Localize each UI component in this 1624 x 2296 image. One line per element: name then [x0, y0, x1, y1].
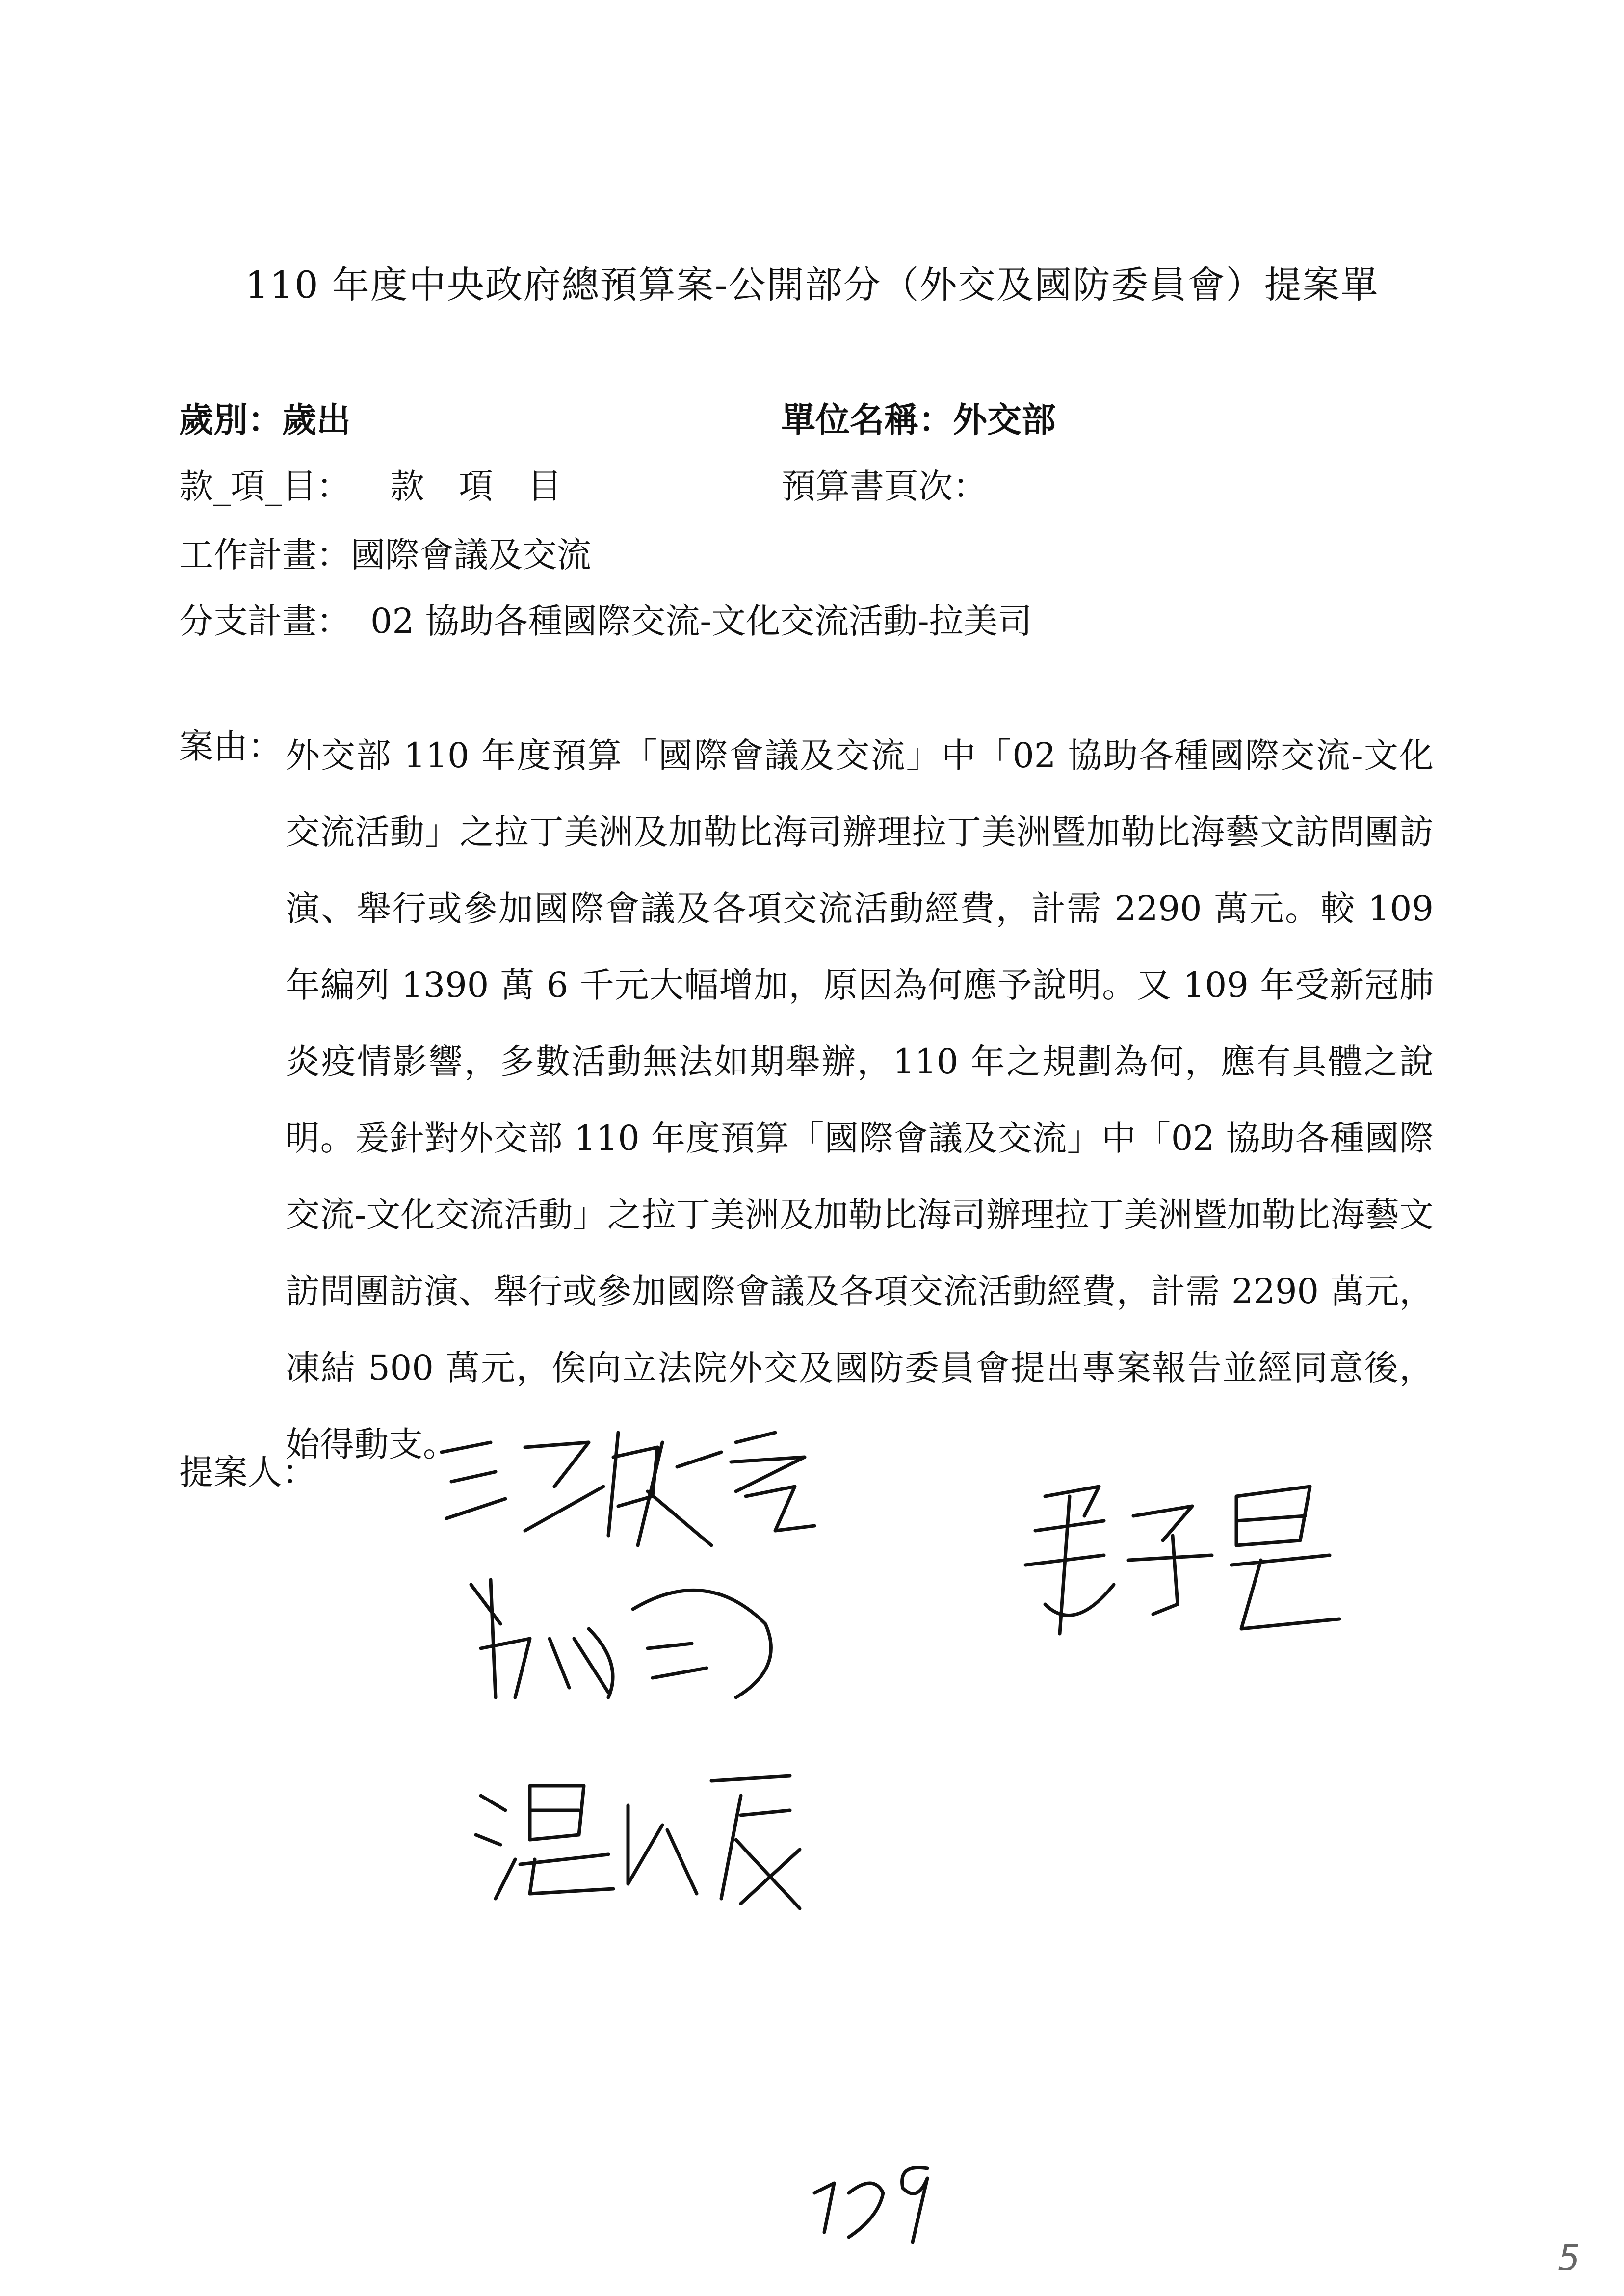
unit-label: 單位名稱： [781, 399, 953, 440]
budget-page-field [781, 459, 987, 508]
item-field [179, 459, 562, 508]
work-plan-value: 國際會議及交流 [351, 535, 591, 575]
signature-4 [1016, 1467, 1349, 1644]
sub-plan-field [179, 594, 1032, 643]
work-plan-label: 工作計畫： [179, 535, 351, 575]
proposer-label: 提案人： [179, 1452, 316, 1492]
sub-plan-label: 分支計畫： [179, 601, 351, 641]
reason-label: 案由： [179, 726, 282, 766]
category-label: 歲別： [179, 399, 282, 440]
handwritten-page-number [805, 2149, 952, 2247]
unit-value: 外交部 [953, 399, 1056, 440]
item-label: 款_項_目： [179, 466, 351, 506]
page-number-drawing [805, 2149, 952, 2247]
unit-field [781, 392, 1056, 442]
category-field [179, 392, 351, 442]
signature-1 [432, 1413, 824, 1570]
category-value: 歲出 [282, 399, 351, 440]
sub-plan-value: 02 協助各種國際交流-文化交流活動-拉美司 [370, 601, 1032, 641]
budget-page-label: 預算書頁次： [781, 466, 987, 506]
item-value: 款 項 目 [390, 466, 562, 506]
corner-mark: 5 [1558, 2237, 1580, 2278]
signature-3 [466, 1766, 810, 1913]
signature-2 [461, 1570, 795, 1712]
page-title: 110 年度中央政府總預算案-公開部分（外交及國防委員會）提案單 [245, 263, 1379, 307]
reason-text: 外交部 110 年度預算「國際會議及交流」中「02 協助各種國際交流-文化交流活動」之拉丁美洲及加勒比海司辦理拉丁美洲暨加勒比海藝文訪問團訪演、舉行或參加國際會議及各項交流活動經費，計需 2290 萬元。較 109 年編列 1390 萬 6 千元大幅增加，原因為何應予說明。又 109 年受新冠肺炎疫情影響，多數活動無法如期舉辦，110 年之規劃為何，應有具體之說明。爰針對外交部 110 年度預算「國際會議及交流」中「02 協助各種國際交流-文化交流活動」之拉丁美洲及加勒比海司辦理拉丁美洲暨加勒比海藝文訪問團訪演、舉行或參加國際會議及各項交流活動經費，計需 2290 萬元，凍結 500 萬元，俟向立法院外交及國防委員會提出專案報告並經同意後，始得動支。 [286, 735, 1434, 1464]
work-plan-field [179, 527, 591, 577]
